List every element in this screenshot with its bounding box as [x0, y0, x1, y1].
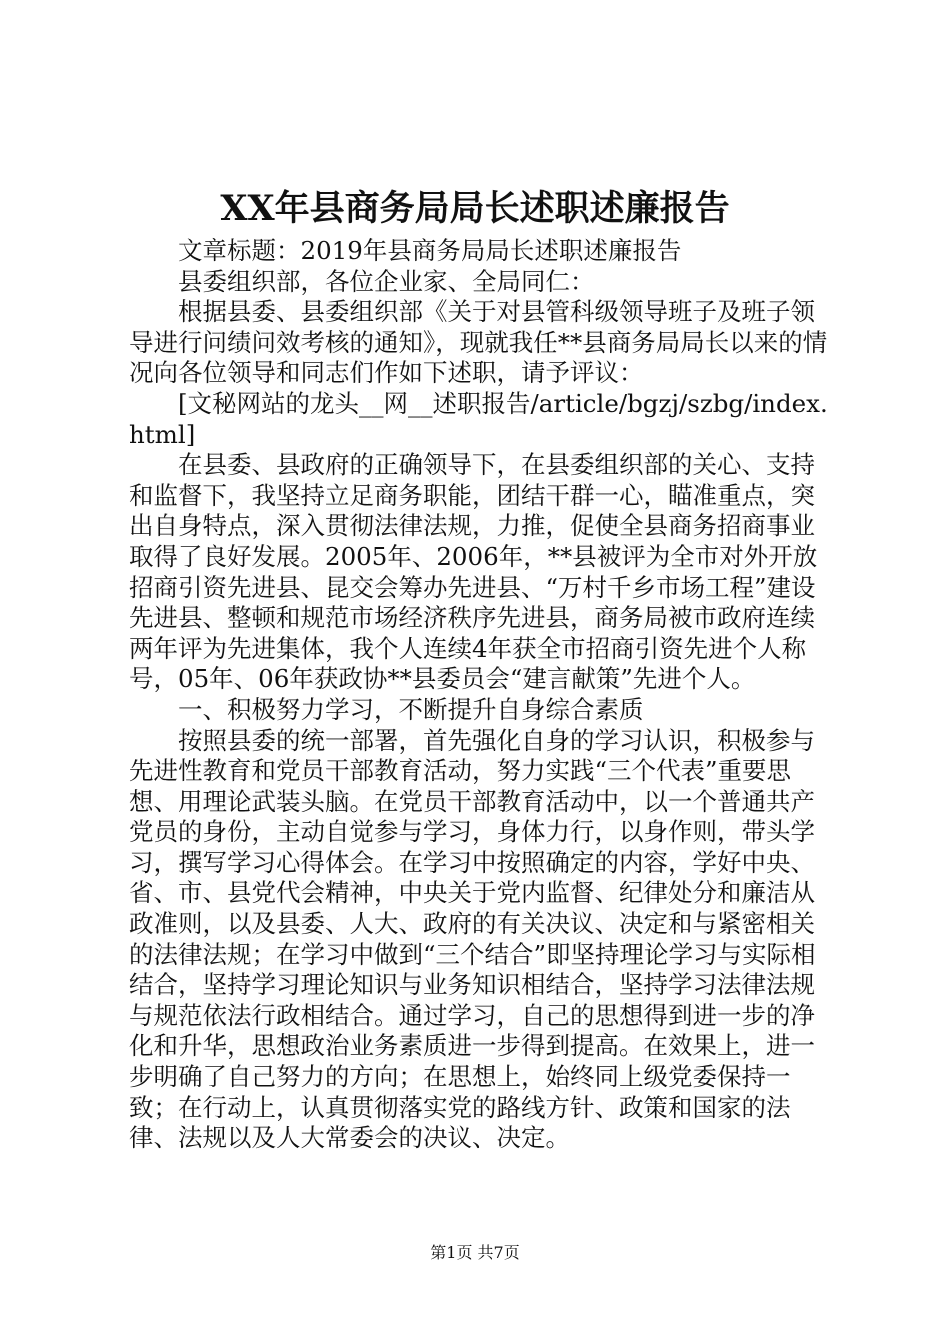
study-paragraph: 按照县委的统一部署，首先强化自身的学习认识，积极参与先进性教育和党员干部教育活动，努力实践“三个代表”重要思想、用理论武装头脑。在党员干部教育活动中，以一个普通共产党员的身份，主动自觉参与学习，身体力行，以身作则，带头学习，撰写学习心得体会。在学习中按照确定的内容，学好中央、省、市、县党代会精神，中央关于党内监督、纪律处分和廉洁从政准则，以及县委、人大、政府的有关决议、决定和与紧密相关的法律法规；在学习中做到“三个结合”即坚持理论学习与实际相结合，坚持学习理论知识与业务知识相结合，坚持学习法律法规与规范依法行政相结合。通过学习，自己的思想得到进一步的净化和升华，思想政治业务素质进一步得到提高。在效果上，进一步明确了自己努力的方向；在思想上，始终同上级党委保持一致；在行动上，认真贯彻落实党的路线方针、政策和国家的法律、法规以及人大常委会的决议、决定。	[129, 725, 816, 1153]
source-reference-line: [文秘网站的龙头__网__述职报告/article/bgzj/szbg/index.html]	[129, 388, 828, 449]
intro-paragraph: 根据县委、县委组织部《关于对县管科级领导班子及班子领导进行问绩问效考核的通知》，现就我任**县商务局局长以来的情况向各位领导和同志们作如下述职，请予评议：	[129, 297, 828, 388]
salutation-line: 县委组织部，各位企业家、全局同仁：	[178, 266, 595, 296]
document-body	[129, 236, 829, 1154]
achievements-paragraph: 在县委、县政府的正确领导下，在县委组织部的关心、支持和监督下，我坚持立足商务职能，团结干群一心，瞄准重点，突出自身特点，深入贯彻法律法规，力推，促使全县商务招商事业取得了良好发展。2005年、2006年，**县被评为全市对外开放招商引资先进县、昆交会筹办先进县、“万村千乡市场工程”建设先进县、整顿和规范市场经济秩序先进县，商务局被市政府连续两年评为先进集体，我个人连续4年获全市招商引资先进个人称号，05年、06年获政协**县委员会“建言献策”先进个人。	[129, 450, 818, 694]
page-number-footer: 第1页 共7页	[430, 1243, 520, 1262]
section-heading-1: 一、积极努力学习，不断提升自身综合素质	[178, 694, 644, 724]
article-title-line: 文章标题：2019年县商务局局长述职述廉报告	[178, 236, 682, 265]
document-title: XX年县商务局局长述职述廉报告	[220, 188, 730, 229]
